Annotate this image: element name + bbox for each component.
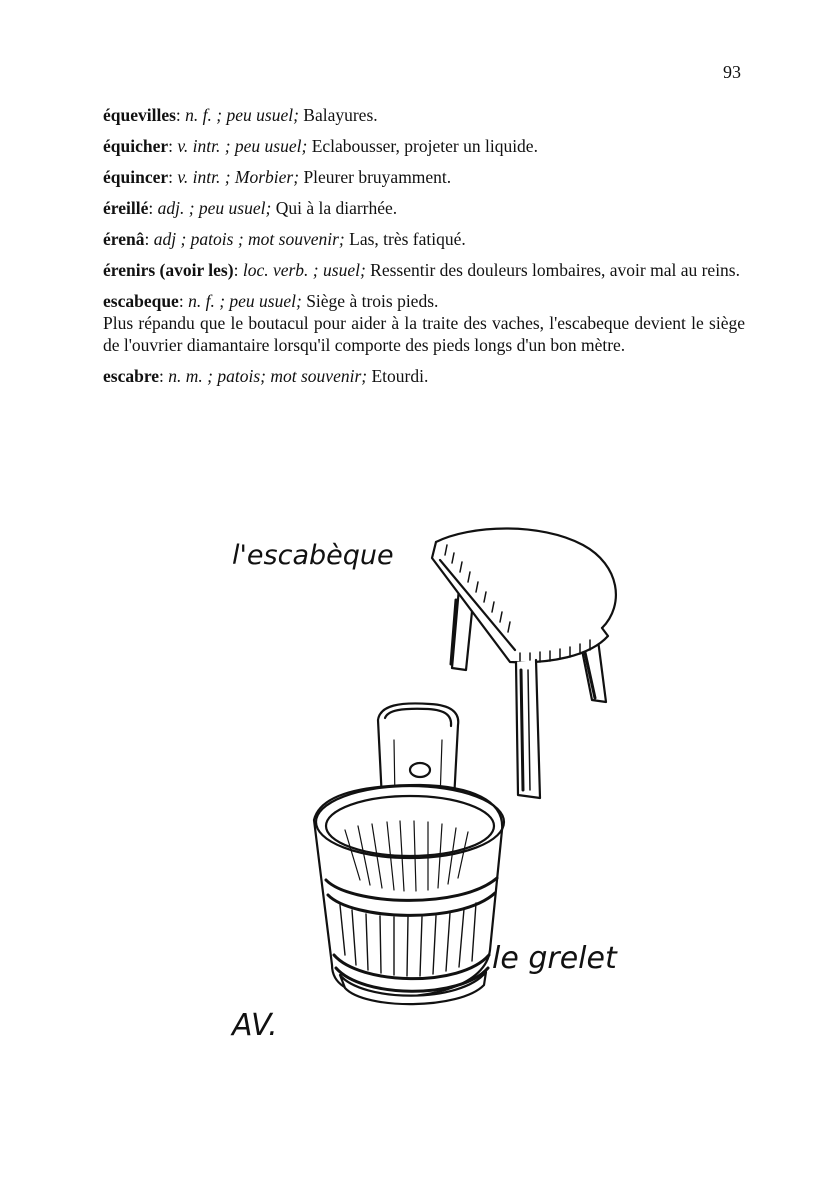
entry: escabeque: n. f. ; peu usuel; Siège à trois pieds. Plus répandu que le boutacul pour aider à la traite des vaches, l'escabeque devient le siège de l'ouvrier diamantaire lorsqu'il comporte des pieds longs d'un bon mètre. xyxy=(103,291,745,355)
entry: équicher: v. intr. ; peu usuel; Eclabousser, projeter un liquide. xyxy=(103,136,538,156)
entry: équincer: v. intr. ; Morbier; Pleurer bruyamment. xyxy=(103,167,452,187)
definition: Qui à la diarrhée. xyxy=(271,198,398,218)
headword: équicher xyxy=(103,136,169,156)
headword: érenâ xyxy=(103,229,145,249)
headword: équincer xyxy=(103,167,169,187)
entry-note: Plus répandu que le boutacul pour aider à la traite des vaches, l'escabeque devient le siège de l'ouvrier diamantaire lorsqu'il comporte des pieds longs d'un bon mètre. xyxy=(103,313,745,355)
entry: escabre: n. m. ; patois; mot souvenir; Etourdi. xyxy=(103,366,429,386)
entry: équevilles: n. f. ; peu usuel; Balayures. xyxy=(103,105,378,125)
headword: escabre xyxy=(103,366,160,386)
caption-stool: l'escabèque xyxy=(232,540,394,571)
grammar-label: loc. verb. ; usuel; xyxy=(242,260,366,280)
definition: Eclabousser, projeter un liquide. xyxy=(307,136,538,156)
page-number: 93 xyxy=(723,62,741,82)
entry: érenirs (avoir les): loc. verb. ; usuel; Ressentir des douleurs lombaires, avoir mal au reins. xyxy=(103,260,740,280)
stool-drawing xyxy=(432,529,616,799)
definition: Siège à trois pieds. xyxy=(301,291,439,311)
grammar-label: adj. ; peu usuel; xyxy=(157,198,272,218)
headword: éreillé xyxy=(103,198,149,218)
grammar-label: n. f. ; peu usuel; xyxy=(185,105,299,125)
definition: Ressentir des douleurs lombaires, avoir mal au reins. xyxy=(365,260,740,280)
definition: Pleurer bruyamment. xyxy=(299,167,452,187)
headword: escabeque xyxy=(103,291,179,311)
entry: éreillé: adj. ; peu usuel; Qui à la diarrhée. xyxy=(103,198,398,218)
grammar-label: v. intr. ; peu usuel; xyxy=(177,136,308,156)
headword: érenirs (avoir les) xyxy=(103,260,234,280)
definition: Balayures. xyxy=(298,105,378,125)
definition: Las, très fatiqué. xyxy=(344,229,466,249)
headword: équevilles xyxy=(103,105,176,125)
artist-signature: AV. xyxy=(232,1008,278,1043)
grammar-label: n. m. ; patois; mot souvenir; xyxy=(168,366,368,386)
grammar-label: v. intr. ; Morbier; xyxy=(177,167,300,187)
grammar-label: adj ; patois ; mot souvenir; xyxy=(153,229,345,249)
bucket-drawing xyxy=(314,703,504,1004)
grammar-label: n. f. ; peu usuel; xyxy=(188,291,302,311)
caption-bucket: le grelet xyxy=(492,941,617,976)
definition: Etourdi. xyxy=(367,366,429,386)
entry: érenâ: adj ; patois ; mot souvenir; Las, très fatiqué. xyxy=(103,229,466,249)
